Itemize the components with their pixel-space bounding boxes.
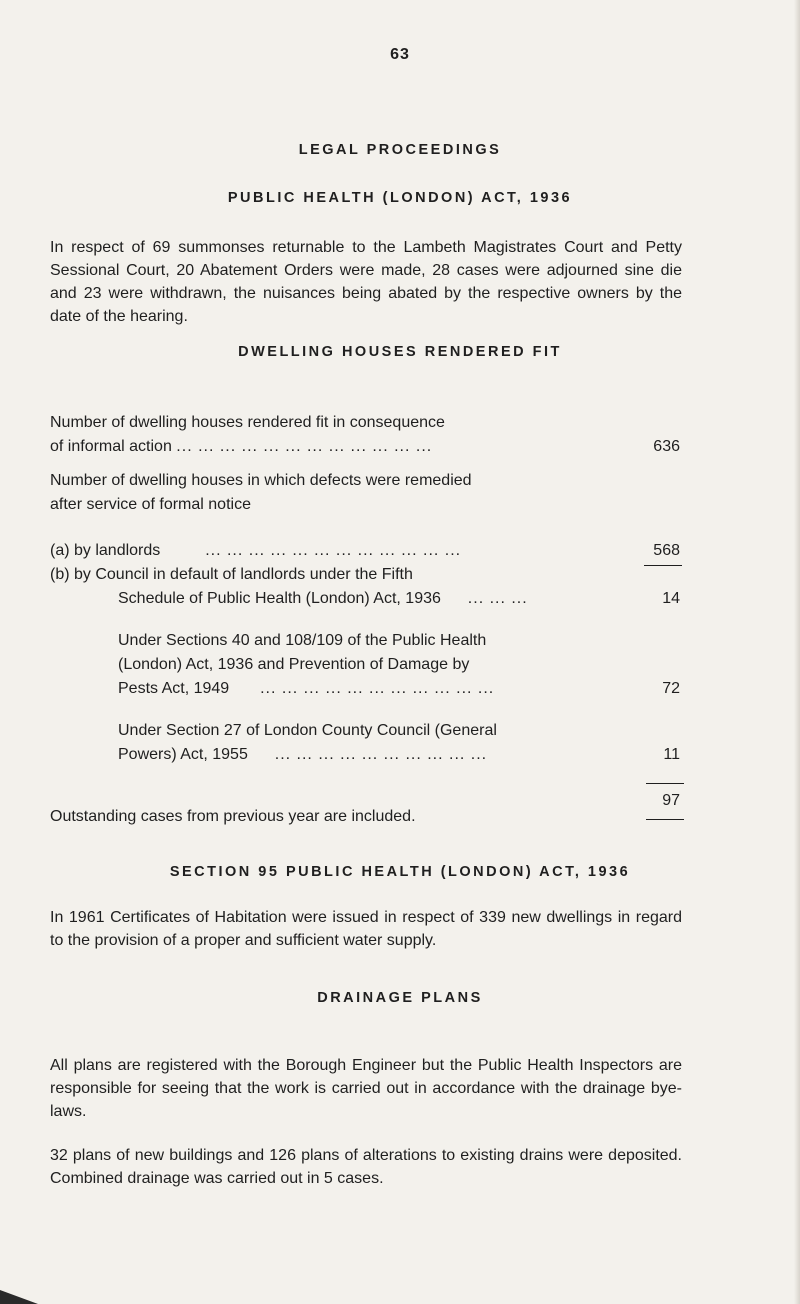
page-edge-shadow xyxy=(794,0,800,1304)
informal-value: 636 xyxy=(653,438,680,455)
total-rule-top xyxy=(646,783,684,784)
informal-line-2 xyxy=(50,438,432,456)
informal-leader: ... ... ... ... ... ... ... ... ... ... ... ... xyxy=(176,438,433,455)
heading-dwelling-houses: DWELLING HOUSES RENDERED FIT xyxy=(238,344,562,360)
formal-line-1: Number of dwelling houses in which defects were remedied xyxy=(50,472,472,489)
sections-line-3 xyxy=(118,680,494,698)
council-value: 14 xyxy=(662,590,680,607)
certificates-paragraph: In 1961 Certificates of Habitation were issued in respect of 339 new dwellings in regard to the provision of a proper and sufficient water supply. xyxy=(50,909,682,949)
council-line-1: (b) by Council in default of landlords under the Fifth xyxy=(50,566,413,583)
lcc-label: Powers) Act, 1955 xyxy=(118,746,248,763)
informal-label: of informal action xyxy=(50,438,172,455)
heading-legal-proceedings: LEGAL PROCEEDINGS xyxy=(298,142,502,158)
heading-public-health-act: PUBLIC HEALTH (LONDON) ACT, 1936 xyxy=(227,190,573,206)
sections-line-2: (London) Act, 1936 and Prevention of Damage by xyxy=(118,656,470,673)
council-leader: ... ... ... xyxy=(467,590,528,607)
lcc-line-1: Under Section 27 of London County Council (General xyxy=(118,722,497,739)
heading-section-95: SECTION 95 PUBLIC HEALTH (LONDON) ACT, 1936 xyxy=(169,864,631,880)
sections-leader: ... ... ... ... ... ... ... ... ... ... ... xyxy=(260,680,495,697)
sections-line-1: Under Sections 40 and 108/109 of the Public Health xyxy=(118,632,487,649)
lcc-line-2 xyxy=(118,746,487,764)
summonses-paragraph: In respect of 69 summonses returnable to the Lambeth Magistrates Court and Petty Sessional Court, 20 Abatement Orders were made, 28 cases were adjourned sine die and 23 were withdrawn, the nuisances being abated by the respective owners by the date of the hearing. xyxy=(50,239,682,325)
landlords-value: 568 xyxy=(653,542,680,559)
informal-line-1: Number of dwelling houses rendered fit in consequence xyxy=(50,414,445,431)
formal-line-2: after service of formal notice xyxy=(50,496,251,513)
outstanding-note: Outstanding cases from previous year are included. xyxy=(50,808,416,825)
landlords-label: (a) by landlords xyxy=(50,542,161,559)
page-number: 63 xyxy=(390,46,410,63)
plans-registered-paragraph: All plans are registered with the Borough Engineer but the Public Health Inspectors are responsible for seeing that the work is carried out in accordance with the drainage bye-laws. xyxy=(50,1057,682,1120)
total-value: 97 xyxy=(662,792,680,809)
page-corner-mark xyxy=(0,1290,38,1304)
council-label: Schedule of Public Health (London) Act, 1936 xyxy=(118,590,441,607)
lcc-leader: ... ... ... ... ... ... ... ... ... ... xyxy=(274,746,488,763)
sections-value: 72 xyxy=(662,680,680,697)
lcc-value: 11 xyxy=(663,746,680,763)
total-rule-bottom xyxy=(646,819,684,820)
landlords-leader: ... ... ... ... ... ... ... ... ... ... ... ... xyxy=(205,542,462,559)
council-line-2 xyxy=(118,590,528,608)
landlords-underline xyxy=(644,565,682,566)
plans-deposited-paragraph: 32 plans of new buildings and 126 plans of alterations to existing drains were deposited. Combined drainage was carried out in 5 cases. xyxy=(50,1147,682,1187)
landlords-row xyxy=(50,542,461,560)
heading-drainage-plans: DRAINAGE PLANS xyxy=(317,990,483,1006)
sections-label: Pests Act, 1949 xyxy=(118,680,230,697)
